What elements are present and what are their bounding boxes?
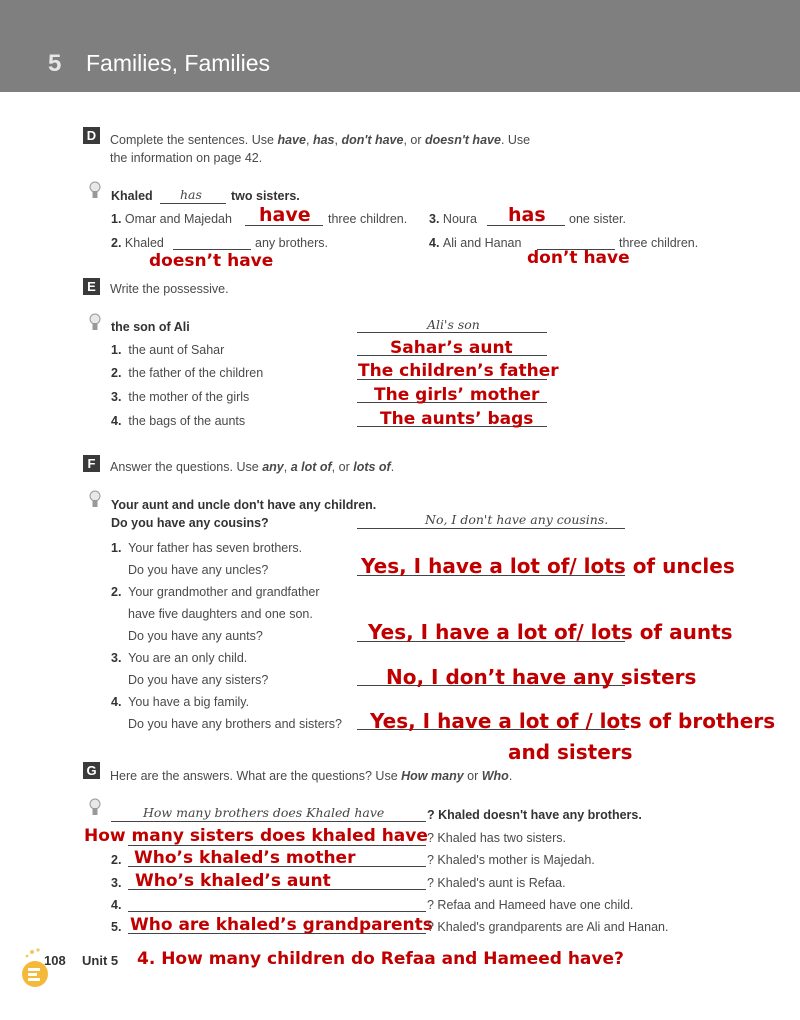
logo-icon xyxy=(18,944,52,994)
g-item-4-num: 4. xyxy=(111,898,122,912)
f-item-1-line-1: 1. Your father has seven brothers. xyxy=(111,541,303,555)
unit-title: Families, Families xyxy=(86,50,271,76)
example-subject: Khaled xyxy=(111,189,153,203)
g-item-2-question: Who’s khaled’s mother xyxy=(134,848,356,868)
d-item-3-after: one sister. xyxy=(569,212,626,226)
f-item-4-answer: Yes, I have a lot of / lots of brothers xyxy=(370,709,776,733)
f-example-answer: No, I don't have any cousins. xyxy=(425,512,609,527)
g-item-5-question: Who are khaled’s grandparents xyxy=(130,915,433,935)
d-item-2-blank xyxy=(173,249,251,250)
lightbulb-icon xyxy=(89,798,101,818)
d-item-3-answer: has xyxy=(508,204,546,226)
g-item-2-answer: ? Khaled's mother is Majedah. xyxy=(427,853,595,867)
g-item-1-question: How many sisters does khaled have xyxy=(84,826,428,846)
example-rest: two sisters. xyxy=(231,189,300,203)
e-item-3-prompt: 3. the mother of the girls xyxy=(111,390,250,404)
section-d-label: D xyxy=(83,127,100,144)
f-item-2-answer: Yes, I have a lot of/ lots of aunts xyxy=(368,620,733,644)
section-d-instruction: Complete the sentences. Use have, has, don't have, or doesn't have. Use xyxy=(110,133,531,147)
d-item-1-after: three children. xyxy=(328,212,408,226)
g-item-2-num: 2. xyxy=(111,853,122,867)
lightbulb-icon xyxy=(89,313,101,333)
lightbulb-icon xyxy=(89,490,101,510)
d-item-4-after: three children. xyxy=(619,236,699,250)
g-item-5-num: 5. xyxy=(111,920,122,934)
section-g-instruction: Here are the answers. What are the questions? Use How many or Who. xyxy=(110,769,513,783)
e-item-2-answer: The children’s father xyxy=(358,361,559,381)
g-item-5-answer: ? Khaled's grandparents are Ali and Hanan. xyxy=(427,920,669,934)
example-blank xyxy=(160,203,226,204)
e-example-answer: Ali's son xyxy=(427,317,480,332)
f-item-4-line-1: 4. You have a big family. xyxy=(111,695,250,709)
section-d-instruction-2: the information on page 42. xyxy=(110,151,263,165)
g-item-1-answer: ? Khaled has two sisters. xyxy=(427,831,566,845)
lightbulb-icon xyxy=(89,181,101,201)
unit-number: 5 xyxy=(48,50,62,77)
g-item-4-answer: ? Refaa and Hameed have one child. xyxy=(427,898,634,912)
f-item-4-line-2: Do you have any brothers and sisters? xyxy=(128,717,343,731)
d-item-1: 1. Omar and Majedah xyxy=(111,212,232,226)
e-item-2-prompt: 2. the father of the children xyxy=(111,366,264,380)
section-e-label: E xyxy=(83,278,100,295)
f-example-line-2: Do you have any cousins? xyxy=(111,516,269,530)
g-item-4-blank xyxy=(128,911,426,912)
footer-unit: Unit 5 xyxy=(82,953,119,968)
d-item-3: 3. Noura xyxy=(429,212,477,226)
e-example-blank xyxy=(357,332,547,333)
d-item-4: 4. Ali and Hanan xyxy=(429,236,522,250)
f-item-3-line-1: 3. You are an only child. xyxy=(111,651,248,665)
g-example-blank xyxy=(111,821,426,822)
f-example-line-1: Your aunt and uncle don't have any children. xyxy=(111,498,377,512)
g-item-3-question: Who’s khaled’s aunt xyxy=(135,871,331,891)
e-item-1-prompt: 1. the aunt of Sahar xyxy=(111,343,225,357)
g-example-question: How many brothers does Khaled have xyxy=(143,805,385,820)
e-item-1-answer: Sahar’s aunt xyxy=(390,338,513,358)
page-number: 108 xyxy=(44,953,66,968)
f-item-2-line-3: Do you have any aunts? xyxy=(128,629,263,643)
f-item-3-line-2: Do you have any sisters? xyxy=(128,673,269,687)
g-extra-answer: 4. How many children do Refaa and Hameed have? xyxy=(137,949,624,969)
section-e-instruction: Write the possessive. xyxy=(110,282,229,296)
unit-header-bar xyxy=(0,0,800,92)
d-item-1-answer: have xyxy=(259,204,311,226)
f-example-blank xyxy=(357,528,625,529)
e-item-4-answer: The aunts’ bags xyxy=(380,409,534,429)
f-item-4-answer-2: and sisters xyxy=(508,740,633,764)
f-item-2-line-1: 2. Your grandmother and grandfather xyxy=(111,585,320,599)
section-f-label: F xyxy=(83,455,100,472)
f-item-3-answer: No, I don’t have any sisters xyxy=(386,665,697,689)
f-item-2-line-2: have five daughters and one son. xyxy=(128,607,313,621)
e-item-3-answer: The girls’ mother xyxy=(374,385,540,405)
e-item-4-prompt: 4. the bags of the aunts xyxy=(111,414,246,428)
g-item-3-answer: ? Khaled's aunt is Refaa. xyxy=(427,876,566,890)
d-item-2-answer: doesn’t have xyxy=(149,251,274,271)
g-item-3-num: 3. xyxy=(111,876,122,890)
example-answer: has xyxy=(180,187,202,202)
f-item-1-answer: Yes, I have a lot of/ lots of uncles xyxy=(361,554,735,578)
d-item-4-answer: don’t have xyxy=(527,248,630,268)
f-item-1-line-2: Do you have any uncles? xyxy=(128,563,269,577)
d-item-2: 2. Khaled xyxy=(111,236,164,250)
g-example-answer: ? Khaled doesn't have any brothers. xyxy=(427,808,642,822)
section-g-label: G xyxy=(83,762,100,779)
d-item-2-after: any brothers. xyxy=(255,236,328,250)
e-example-prompt: the son of Ali xyxy=(111,320,190,334)
section-f-instruction: Answer the questions. Use any, a lot of, or lots of. xyxy=(110,460,395,474)
